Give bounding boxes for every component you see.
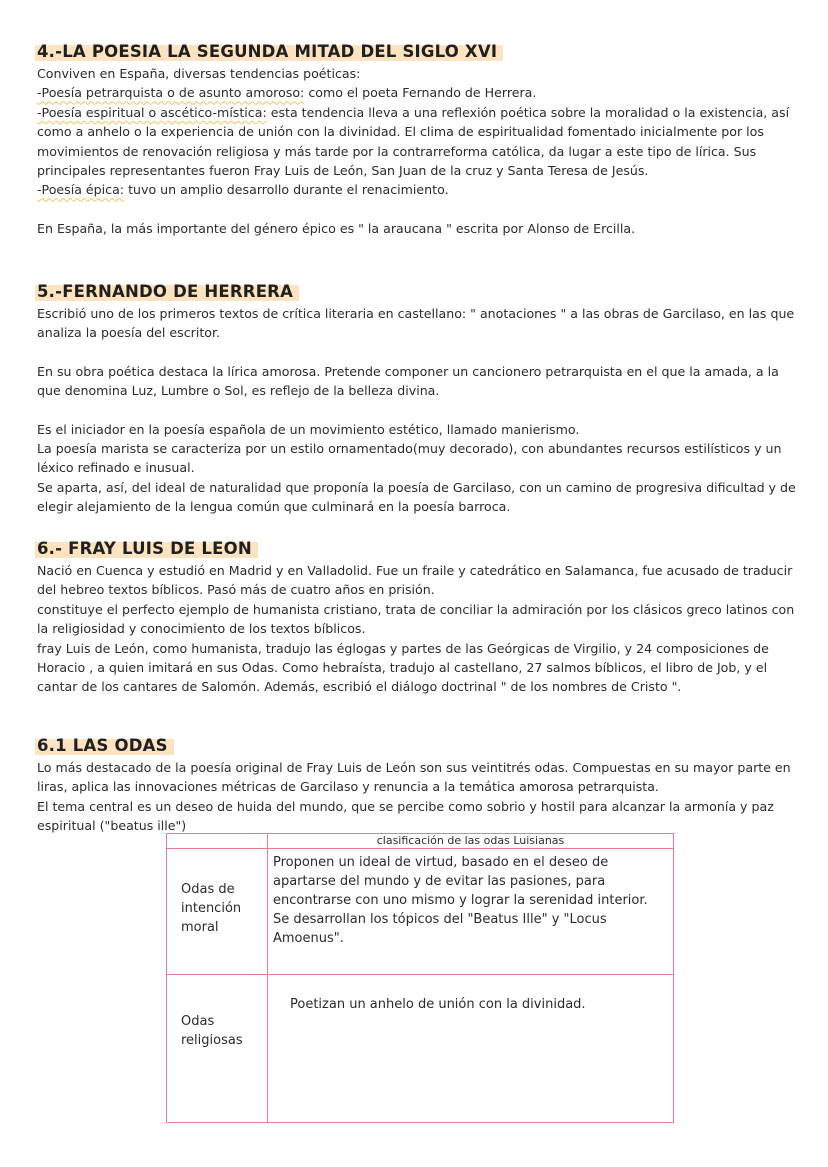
row-label: Odas religiosas xyxy=(167,975,268,1123)
term-label: -Poesía espiritual o ascético-mística: xyxy=(37,104,267,120)
paragraph xyxy=(37,103,797,181)
paragraph: Nació en Cuenca y estudió en Madrid y en Valladolid. Fue un fraile y catedrático en Salamanca, fue acusado de traducir del hebreo textos bíblicos. Pasó más de cuatro años en prisión. xyxy=(37,563,793,598)
paragraph: Se aparta, así, del ideal de naturalidad que proponía la poesía de Garcilaso, con un camino de progresiva dificultad y de elegir alejamiento de la lengua común que culminará en la poesía barroca. xyxy=(37,479,796,515)
table-header: clasificación de las odas Luisianas xyxy=(268,834,674,849)
table-header-empty-cell xyxy=(167,834,268,849)
paragraph: En España, la más importante del género épico es " la araucana " escrita por Alonso de Ercilla. xyxy=(37,220,636,236)
row-description xyxy=(268,849,674,975)
table-row xyxy=(167,975,674,1123)
section-poesia-siglo-xvi xyxy=(37,40,797,238)
section-heading: 6.- FRAY LUIS DE LEON xyxy=(35,537,258,561)
paragraph-text: esta tendencia lleva a una reflexión poética sobre la moralidad o la existencia, así como a anhelo o la experiencia de unión con la divinidad. El clima de espiritualidad fomentado inicialmente por los movimientos de renovación religiosa y más tarde por la contrarreforma católica, da lugar a este tipo de lírica. Sus principales representantes fueron Fray Luis de León, San Juan de la cruz y Santa Teresa de Jesús. xyxy=(37,104,790,179)
row-description-text: Se desarrollan los tópicos del "Beatus Ille" y "Locus Amoenus". xyxy=(273,912,607,946)
section-las-odas xyxy=(37,734,797,836)
paragraph: Lo más destacado de la poesía original de Fray Luis de León son sus veintitrés odas. Compuestas en su mayor parte en liras, aplica las innovaciones métricas de Garcilaso y renuncia a la temática amorosa petrarquista. xyxy=(37,760,791,795)
section-heading: 4.-LA POESIA LA SEGUNDA MITAD DEL SIGLO XVI xyxy=(35,40,503,64)
row-description-text: Poetizan un anhelo de unión con la divinidad. xyxy=(290,997,586,1012)
table-row xyxy=(167,849,674,975)
paragraph: fray Luis de León, como humanista, tradujo las églogas y partes de las Geórgicas de Virgilio, y 24 composiciones de Horacio , a quien imitará en sus Odas. Como hebraísta, tradujo al castellano, 27 salmos bíblicos, el libro de Job, y el cantar de los cantares de Salomón. Además, escribió el diálogo doctrinal " de los nombres de Cristo ". xyxy=(37,640,769,695)
paragraph xyxy=(37,83,797,102)
row-description-text: Proponen un ideal de virtud, basado en el deseo de apartarse del mundo y de evitar las pasiones, para encontrarse con uno mismo y lograr la serenidad interior. xyxy=(273,855,648,908)
section-heading: 6.1 LAS ODAS xyxy=(35,734,174,758)
row-description xyxy=(268,975,674,1123)
paragraph: Escribió uno de los primeros textos de crítica literaria en castellano: " anotaciones " a las obras de Garcilaso, en las que analiza la poesía del escritor. xyxy=(37,306,795,341)
table-header-row xyxy=(167,834,674,849)
term-label: -Poesía épica: xyxy=(37,182,125,198)
odas-classification-table xyxy=(166,833,674,1123)
paragraph: En su obra poética destaca la lírica amorosa. Pretende componer un cancionero petrarquista en el que la amada, a la que denomina Luz, Lumbre o Sol, es reflejo de la belleza divina. xyxy=(37,363,779,399)
paragraph: El tema central es un deseo de huida del mundo, que se percibe como sobrio y hostil para alcanzar la armonía y paz espiritual ("beatus ille") xyxy=(37,798,774,834)
paragraph xyxy=(37,180,797,199)
row-label: Odas de intención moral xyxy=(167,849,268,975)
term-label: -Poesía petrarquista o de asunto amoroso: xyxy=(37,85,305,101)
paragraph-text: como el poeta Fernando de Herrera. xyxy=(304,85,537,101)
paragraph: constituye el perfecto ejemplo de humanista cristiano, trata de conciliar la admiración por los clásicos greco latinos con la religiosidad y conocimiento de los textos bíblicos. xyxy=(37,601,795,637)
section-heading: 5.-FERNANDO DE HERRERA xyxy=(35,280,299,304)
section-fray-luis-de-leon xyxy=(37,537,797,697)
paragraph: Es el iniciador en la poesía española de un movimiento estético, llamado manierismo. xyxy=(37,421,580,437)
paragraph: La poesía marista se caracteriza por un estilo ornamentado(muy decorado), con abundantes recursos estilísticos y un léxico refinado e inusual. xyxy=(37,441,782,476)
section-fernando-de-herrera xyxy=(37,280,797,517)
paragraph-text: tuvo un amplio desarrollo durante el renacimiento. xyxy=(124,182,449,198)
paragraph: Conviven en España, diversas tendencias poéticas: xyxy=(37,66,361,81)
